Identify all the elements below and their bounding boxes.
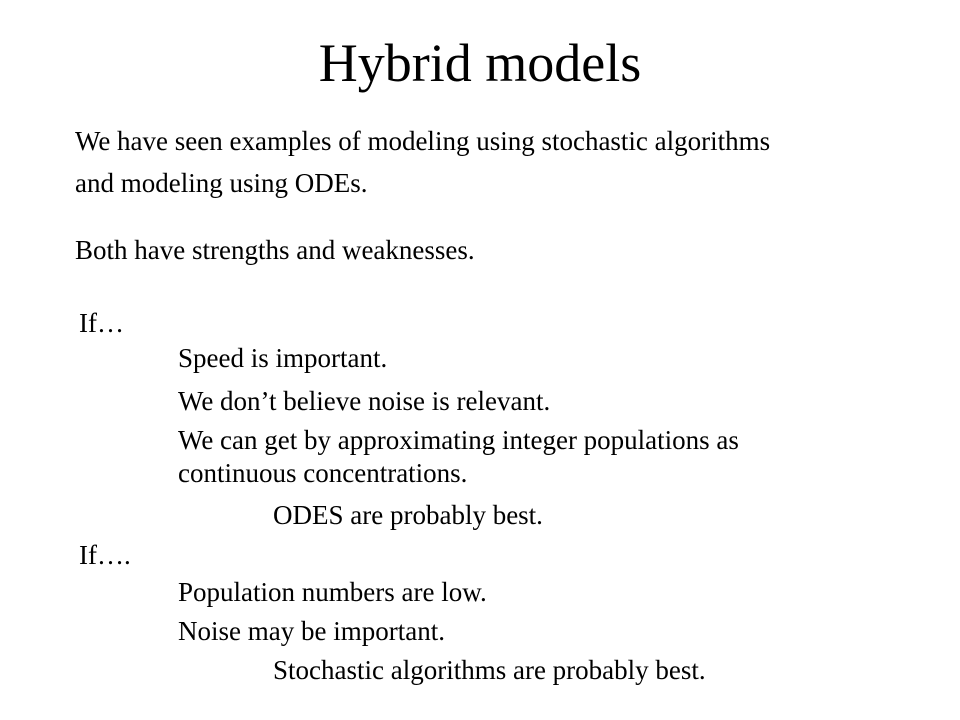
- intro-line-2: and modeling using ODEs.: [75, 168, 368, 198]
- slide-title: Hybrid models: [318, 33, 642, 93]
- intro-line-3: Both have strengths and weaknesses.: [75, 235, 475, 265]
- stochastic-condition-2: Noise may be important.: [178, 616, 445, 646]
- intro-line-1: We have seen examples of modeling using stochastic algorithms: [75, 126, 771, 156]
- ode-case-label: If…: [79, 308, 124, 338]
- ode-condition-1: Speed is important.: [178, 343, 388, 373]
- ode-conclusion: ODES are probably best.: [273, 500, 543, 530]
- stochastic-conclusion: Stochastic algorithms are probably best.: [273, 655, 706, 685]
- ode-condition-3: We can get by approximating integer populations as: [178, 425, 739, 455]
- stochastic-condition-1: Population numbers are low.: [178, 577, 487, 607]
- ode-condition-4: continuous concentrations.: [178, 458, 468, 488]
- ode-condition-2: We don’t believe noise is relevant.: [178, 386, 551, 416]
- stochastic-case-label: If….: [79, 540, 131, 570]
